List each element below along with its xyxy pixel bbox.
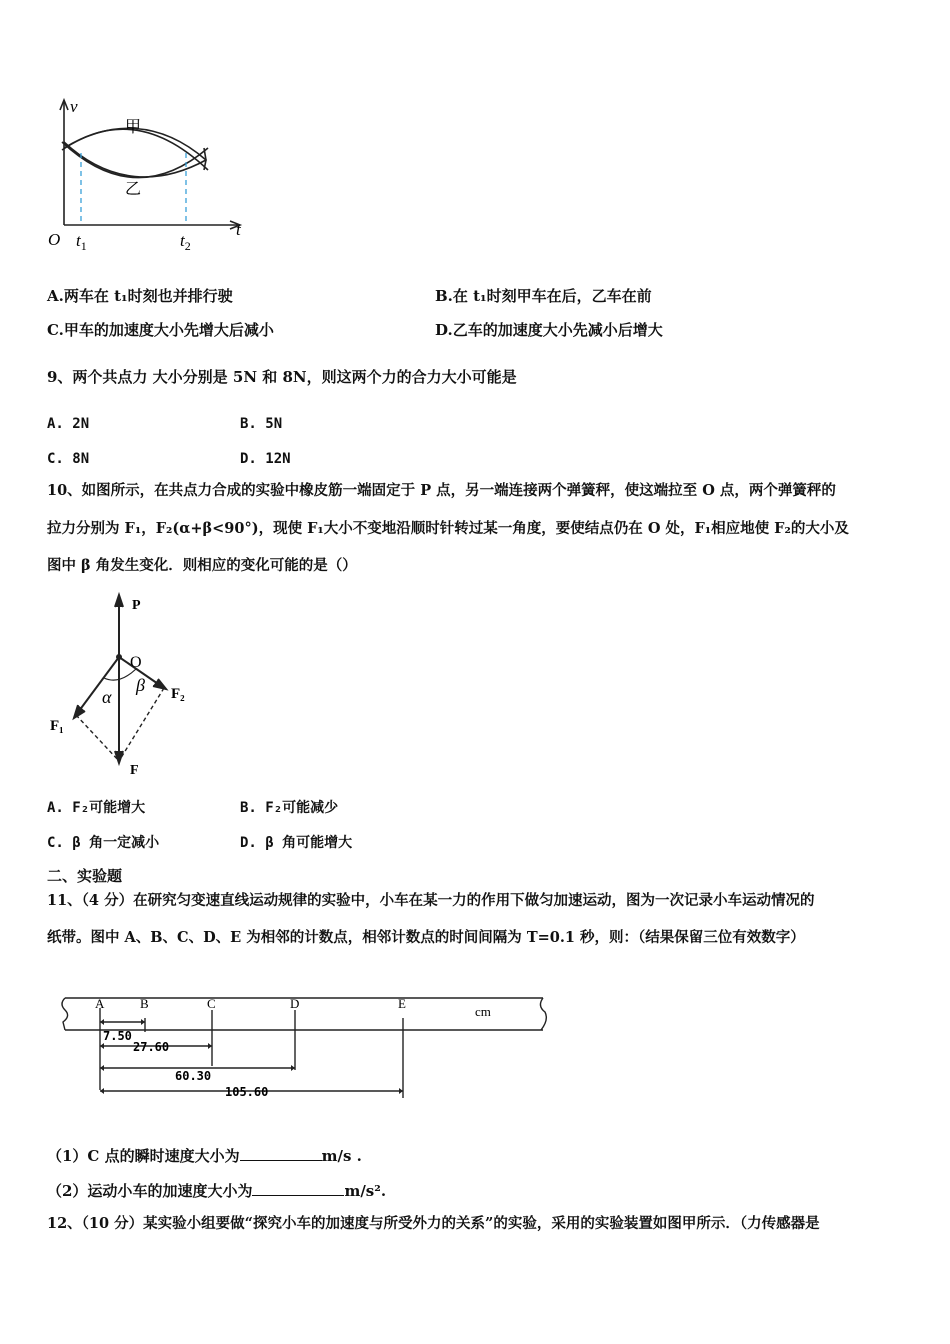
dash-f1-f [76,715,119,761]
vt-graph [40,90,260,260]
q11-sub2-blank[interactable] [252,1181,344,1196]
tape-left-tear [62,998,68,1030]
q8-option-c: C.甲车的加速度大小先增大后减小 [47,321,274,339]
paper-tape [55,990,555,1110]
point-c: C [207,996,216,1011]
dist-ad: 60.30 [175,1069,212,1083]
q8-option-a: A.两车在 t₁时刻也并排行驶 [47,287,233,305]
tape-right-tear [540,998,546,1030]
q10-stem-line3: 图中 β 角发生变化．则相应的变化可能的是（） [47,557,357,574]
q11-stem-line2: 纸带。图中 A、B、C、D、E 为相邻的计数点，相邻计数点的时间间隔为 T=0.1 秒，则：（结果保留三位有效数字） [47,929,805,946]
q9-option-b: B. 5N [240,416,283,432]
q12-stem-line1: 12、（10 分）某实验小组要做“探究小车的加速度与所受外力的关系”的实验，采用的实验装置如图甲所示．（力传感器是 [47,1215,820,1232]
q10-option-a: A. F₂可能增大 [47,800,146,816]
q11-sub1-prompt: （1）C 点的瞬时速度大小为 [47,1147,240,1165]
q9-option-a: A. 2N [47,416,90,432]
curve-jia-label: 甲 [125,119,142,136]
label-f: F [130,763,139,778]
curve-yi-label: 乙 [125,181,142,198]
dist-ac: 27.60 [133,1040,170,1054]
f2-arrow [153,679,166,689]
axis-t-label: t [236,220,241,239]
q9-option-d: D. 12N [240,451,291,467]
q9-stem: 9、两个共点力 大小分别是 5N 和 8N，则这两个力的合力大小可能是 [47,368,517,386]
dist-ae: 105.60 [225,1085,269,1099]
label-alpha: α [102,687,112,707]
label-o: O [130,654,142,671]
q10-option-b: B. F₂可能减少 [240,800,339,816]
q8-option-b: B.在 t₁时刻甲车在后，乙车在前 [435,287,652,305]
origin-label: O [48,230,61,249]
section-heading: 二、实验题 [47,867,123,885]
tape-unit: cm [475,1004,491,1019]
p-arrow [115,595,123,607]
t1-label: $t_1$ [76,231,87,253]
q11-sub1 [47,1146,362,1166]
dist-ab: 7.50 [103,1029,132,1043]
label-f2: F₂ [171,686,185,702]
q11-sub1-blank[interactable] [240,1146,322,1161]
q8-option-d: D.乙车的加速度大小先减小后增大 [435,321,663,339]
q10-option-d: D. β 角可能增大 [240,835,353,851]
q11-sub2-unit: m/s². [344,1182,387,1200]
point-d: D [290,996,300,1011]
q9-option-c: C. 8N [47,451,90,467]
q11-stem-line1: 11、（4 分）在研究匀变速直线运动规律的实验中，小车在某一力的作用下做匀加速运动，图为一次记录小车运动情况的 [47,892,815,909]
q10-stem-line2: 拉力分别为 F₁，F₂(α+β<90°)，现使 F₁大小不变地沿顺时针转过某一角度，要使结点仍在 O 处，F₁相应地使 F₂的大小及 [47,520,849,537]
q11-sub2 [47,1181,386,1201]
t2-label: $t_2$ [180,231,191,253]
point-a: A [95,996,105,1011]
q11-sub2-prompt: （2）运动小车的加速度大小为 [47,1182,253,1200]
force-diagram [40,585,210,780]
f1-vector [76,657,119,715]
label-f1: F₁ [50,718,64,734]
q10-option-c: C. β 角一定减小 [47,835,160,851]
label-beta: β [136,675,145,695]
q10-stem-line1: 10、如图所示，在共点力合成的实验中橡皮筋一端固定于 P 点，另一端连接两个弹簧秤，使这端拉至 O 点，两个弹簧秤的 [47,482,836,499]
point-e: E [398,996,406,1011]
q11-sub1-unit: m/s . [321,1147,362,1165]
node-o [116,654,122,660]
point-b: B [140,996,149,1011]
f1-arrow [74,705,85,718]
axis-v-label: v [70,97,78,116]
dash-f2-f [119,688,164,761]
label-p: P [132,598,141,613]
